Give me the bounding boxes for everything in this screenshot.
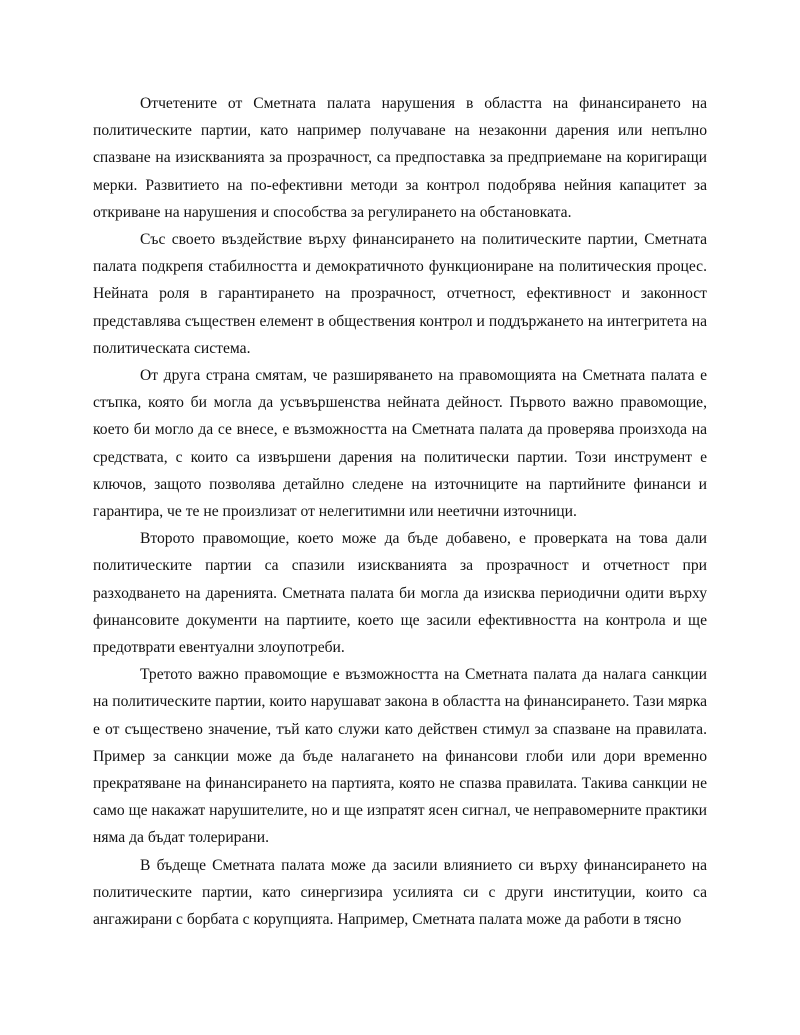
document-page bbox=[93, 90, 707, 933]
paragraph-3: От друга страна смятам, че разширяването на правомощията на Сметната палата е стъпка, която би могла да усъвършенства нейната дейност. Първото важно правомощие, което би могло да се внесе, е възможността на Сметната палата да проверява произхода на средствата, с които са извършени дарения на политически партии. Този инструмент е ключов, защото позволява детайлно следене на източниците на партийните финанси и гарантира, че те не произлизат от нелегитимни или неетични източници. bbox=[93, 367, 707, 521]
paragraph-6: В бъдеще Сметната палата може да засили влиянието си върху финансирането на политическите партии, като синергизира усилията си с други институции, които са ангажирани с борбата с корупцията. Например, Сметната палата може да работи в тясно bbox=[93, 856, 707, 929]
paragraph-4: Второто правомощие, което може да бъде добавено, е проверката на това дали политическите партии са спазили изискванията за прозрачност и отчетност при разходването на даренията. Сметната палата би могла да изисква периодични одити върху финансовите документи на партиите, което ще засили ефективността на контрола и ще предотврати евентуални злоупотреби. bbox=[93, 530, 707, 657]
paragraph-2: Със своето въздействие върху финансирането на политическите партии, Сметната палата подкрепя стабилността и демократичното функциониране на политическия процес. Нейната роля в гарантирането на прозрачност, отчетност, ефективност и законност представлява съществен елемент в обществения контрол и поддържането на интегритета на политическата система. bbox=[93, 231, 707, 357]
paragraph-5: Третото важно правомощие е възможността на Сметната палата да налага санкции на политическите партии, които нарушават закона в областта на финансирането. Тази мярка е от съществено значение, тъй като служи като действен стимул за спазване на правилата. Пример за санкции може да бъде налагането на финансови глоби или дори временно прекратяване на финансирането на партията, която не спазва правилата. Такива санкции не само ще накажат нарушителите, но и ще изпратят ясен сигнал, че неправомерните практики няма да бъдат толерирани. bbox=[93, 666, 707, 847]
paragraph-1: Отчетените от Сметната палата нарушения в областта на финансирането на политическите партии, като например получаване на незаконни дарения или непълно спазване на изискванията за прозрачност, са предпоставка за предприемане на коригиращи мерки. Развитието на по-ефективни методи за контрол подобрява нейния капацитет за откриване на нарушения и способства за регулирането на обстановката. bbox=[93, 95, 707, 221]
